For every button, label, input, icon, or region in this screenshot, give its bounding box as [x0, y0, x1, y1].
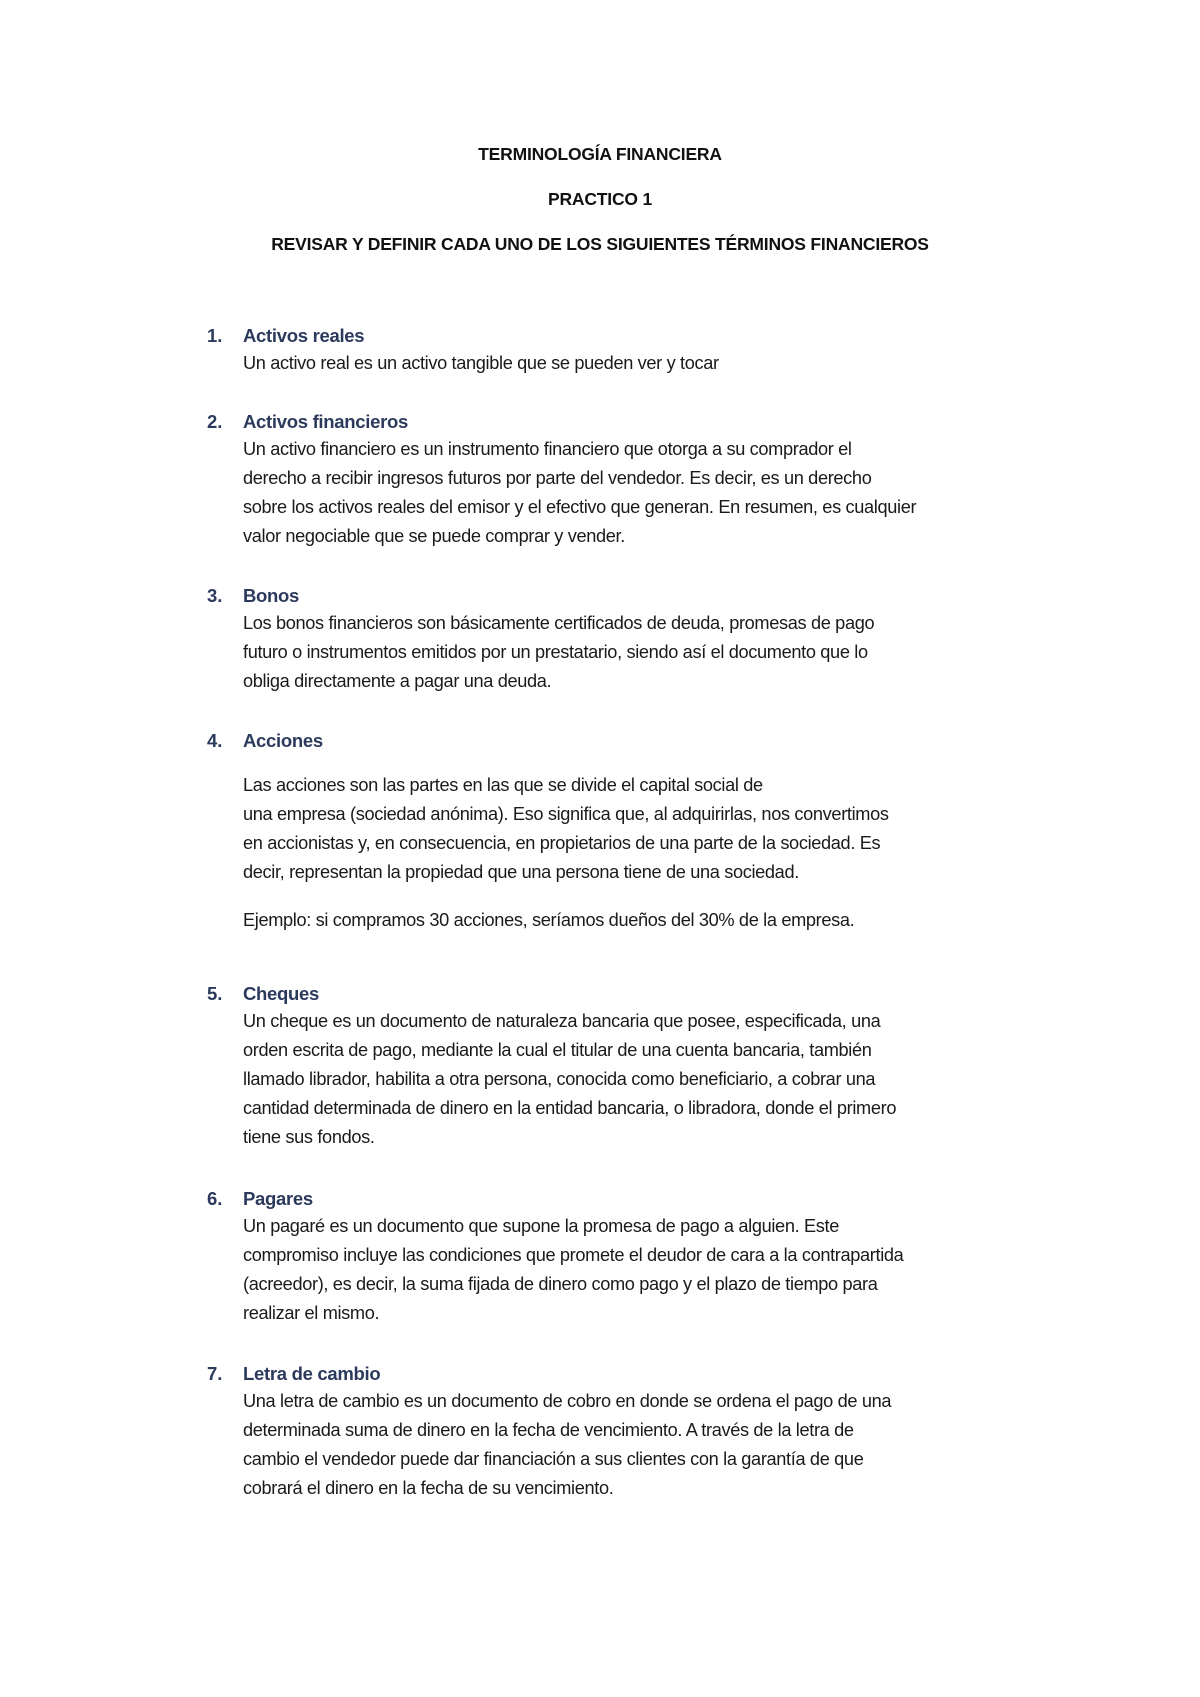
definition-line: cantidad determinada de dinero en la entidad bancaria, o libradora, donde el primero [243, 1098, 897, 1118]
term-number: 1. [207, 325, 223, 346]
definition-line: Las acciones son las partes en las que se divide el capital social de [243, 775, 763, 795]
term-heading-activos-reales [207, 325, 364, 347]
definition-line: orden escrita de pago, mediante la cual el titular de una cuenta bancaria, también [243, 1040, 872, 1060]
term-heading-activos-financieros [207, 411, 408, 433]
term-heading-bonos [207, 585, 299, 607]
definition-line: realizar el mismo. [243, 1303, 380, 1323]
definition-line: Un cheque es un documento de naturaleza bancaria que posee, especificada, una [243, 1011, 881, 1031]
definition-line: llamado librador, habilita a otra persona, conocida como beneficiario, a cobrar una [243, 1069, 876, 1089]
definition-line: compromiso incluye las condiciones que promete el deudor de cara a la contrapartida [243, 1245, 904, 1265]
term-heading-cheques [207, 983, 319, 1005]
term-heading-pagares [207, 1188, 313, 1210]
term-number: 6. [207, 1188, 223, 1209]
term-heading-letra-de-cambio [207, 1363, 380, 1385]
document-title: TERMINOLOGÍA FINANCIERA [478, 144, 722, 164]
definition-line: sobre los activos reales del emisor y el efectivo que generan. En resumen, es cualquier [243, 497, 917, 517]
definition-line: Una letra de cambio es un documento de cobro en donde se ordena el pago de una [243, 1391, 892, 1411]
term-label: Cheques [243, 983, 320, 1004]
definition-line: derecho a recibir ingresos futuros por parte del vendedor. Es decir, es un derecho [243, 468, 872, 488]
definition-line: Un activo real es un activo tangible que se pueden ver y tocar [243, 353, 719, 373]
definition-line: en accionistas y, en consecuencia, en propietarios de una parte de la sociedad. Es [243, 833, 881, 853]
term-heading-acciones [207, 730, 323, 752]
definition-line: decir, representan la propiedad que una persona tiene de una sociedad. [243, 862, 799, 882]
definition-line: tiene sus fondos. [243, 1127, 375, 1147]
term-label: Activos reales [243, 325, 365, 346]
definition-line: Un pagaré es un documento que supone la promesa de pago a alguien. Este [243, 1216, 839, 1236]
term-label: Bonos [243, 585, 300, 606]
definition-line: una empresa (sociedad anónima). Eso significa que, al adquirirlas, nos convertimos [243, 804, 889, 824]
term-number: 2. [207, 411, 223, 432]
definition-line: cobrará el dinero en la fecha de su vencimiento. [243, 1478, 614, 1498]
definition-line: futuro o instrumentos emitidos por un prestatario, siendo así el documento que lo [243, 642, 868, 662]
term-number: 7. [207, 1363, 223, 1384]
definition-line: Los bonos financieros son básicamente certificados de deuda, promesas de pago [243, 613, 875, 633]
definition-line: valor negociable que se puede comprar y vender. [243, 526, 625, 546]
definition-line: obliga directamente a pagar una deuda. [243, 671, 552, 691]
definition-line: Un activo financiero es un instrumento financiero que otorga a su comprador el [243, 439, 852, 459]
term-label: Letra de cambio [243, 1363, 381, 1384]
practice-title: PRACTICO 1 [548, 189, 652, 209]
definition-line: cambio el vendedor puede dar financiación a sus clientes con la garantía de que [243, 1449, 864, 1469]
term-label: Pagares [243, 1188, 313, 1209]
term-number: 3. [207, 585, 223, 606]
definition-line: (acreedor), es decir, la suma fijada de dinero como pago y el plazo de tiempo para [243, 1274, 878, 1294]
term-number: 4. [207, 730, 223, 751]
term-label: Acciones [243, 730, 323, 751]
term-number: 5. [207, 983, 223, 1004]
instructions-title: REVISAR Y DEFINIR CADA UNO DE LOS SIGUIENTES TÉRMINOS FINANCIEROS [271, 234, 929, 254]
definition-line: determinada suma de dinero en la fecha de vencimiento. A través de la letra de [243, 1420, 854, 1440]
term-label: Activos financieros [243, 411, 408, 432]
example-line: Ejemplo: si compramos 30 acciones, seríamos dueños del 30% de la empresa. [243, 910, 855, 930]
